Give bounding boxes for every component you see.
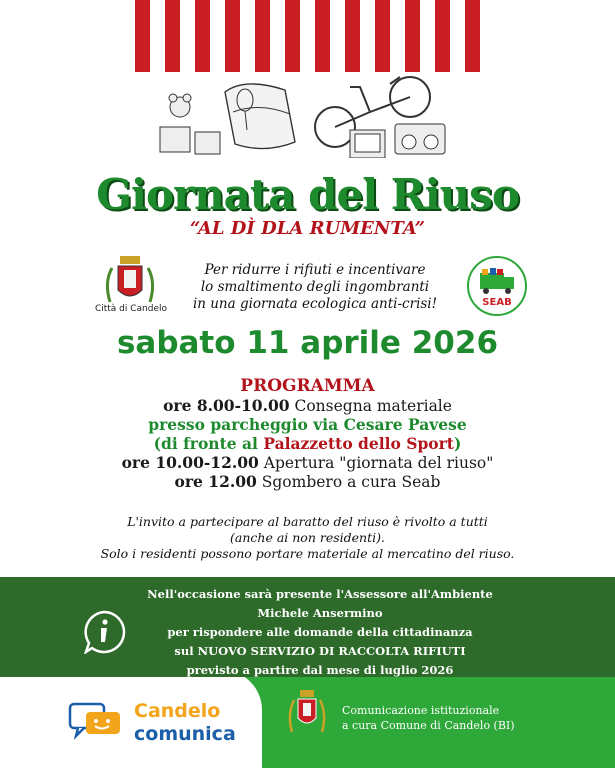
- event-title: Giornata del Riuso: [96, 170, 519, 219]
- program-row-2: [0, 453, 615, 473]
- intro-line: in una giornata ecologica anti-crisi!: [192, 296, 438, 312]
- intro-line: Per ridurre i rifiuti e incentivare: [204, 262, 426, 278]
- footer-crest-icon: [286, 688, 328, 740]
- place-close: ): [453, 434, 462, 453]
- seab-label: SEAB: [482, 297, 512, 308]
- program-place: presso parcheggio via Cesare Pavese: [148, 415, 467, 434]
- brand-name-line1: Candelo: [134, 700, 221, 722]
- credit-line: Comunicazione istituzionale: [342, 704, 500, 717]
- seab-truck-icon: [466, 255, 528, 317]
- invite-line: L'invito a partecipare al baratto del riuso è rivolto a tutti: [127, 514, 488, 529]
- notice-line: previsto a partire dal mese di luglio 2026: [186, 663, 454, 677]
- program-time: ore 8.00-10.00: [163, 396, 290, 415]
- program-activity: Sgombero a cura Seab: [261, 473, 441, 491]
- city-name: Città di Candelo: [94, 304, 168, 314]
- program-row-1: [0, 396, 615, 416]
- footer-brand-area: [0, 670, 262, 768]
- invite-line: (anche ai non residenti).: [230, 530, 385, 545]
- notice-line: sul NUOVO SERVIZIO DI RACCOLTA RIFIUTI: [174, 644, 466, 658]
- program-activity: Apertura "giornata del riuso": [263, 454, 494, 472]
- program-row-3: [0, 472, 615, 492]
- notice-line: Nell'occasione sarà presente l'Assessore all'Ambiente Michele Ansermino: [147, 587, 493, 620]
- invite-line: Solo i residenti possono portare materiale al mercatino del riuso.: [100, 546, 515, 561]
- chat-bubbles-icon: [68, 698, 124, 742]
- event-date: sabato 11 aprile 2026: [116, 325, 499, 361]
- invite-text: [60, 514, 555, 562]
- notice-line: per rispondere alle domande della cittadinanza: [167, 625, 473, 639]
- place-open: (di fronte al: [153, 434, 264, 453]
- program-time: ore 12.00: [174, 472, 257, 491]
- intro-text: [170, 262, 460, 313]
- credit-line: a cura Comune di Candelo (BI): [342, 719, 515, 732]
- brand-name-line2: comunica: [134, 723, 236, 745]
- program-place-detail: [0, 434, 615, 453]
- place-venue: Palazzetto dello Sport: [263, 434, 454, 453]
- notice-text: [120, 585, 520, 680]
- program-time: ore 10.00-12.00: [121, 453, 259, 472]
- reuse-objects-illustration: [155, 72, 455, 172]
- footer-credit: [342, 703, 515, 733]
- intro-line: lo smaltimento degli ingombranti: [200, 279, 430, 295]
- awning-illustration: [135, 0, 480, 72]
- program-title: PROGRAMMA: [240, 376, 375, 396]
- program-activity: Consegna materiale: [294, 397, 452, 415]
- event-subtitle: “AL DÌ DLA RUMENTA”: [190, 218, 425, 239]
